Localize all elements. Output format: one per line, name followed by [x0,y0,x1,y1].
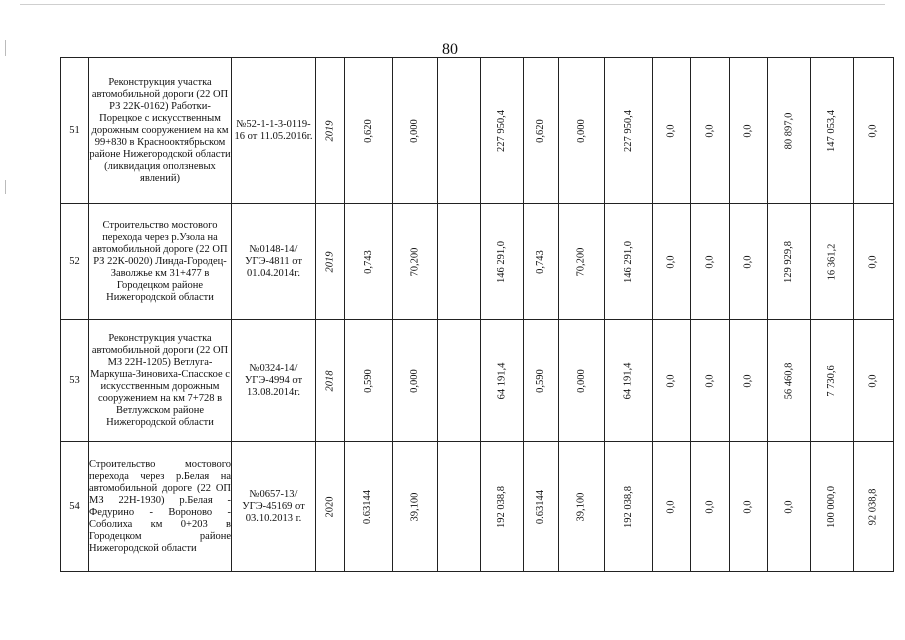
table-row [61,58,894,204]
amount-cell: 7 730,6 [826,364,838,397]
object-name: Реконструкция участка автомобильной дороги (22 ОП МЗ 22Н-1205) Ветлуга-Маркуша-Зиновиха-Спасское с искусственным дорожным сооружением на км 7+728 в Ветлужском районе Нижегородской области [89,320,232,442]
commission-year: 2019 [324,120,335,141]
amount-cell: 92 038,8 [867,488,879,525]
amount-cell: 0,0 [742,373,754,388]
length-km-2: 0,743 [535,249,547,274]
amount-cell: 0,0 [742,499,754,514]
amount-cell: 56 460,8 [783,362,795,399]
amount-cell: 0,0 [704,499,716,514]
length-km-2: 0,620 [535,118,547,143]
total-cost: 227 950,4 [496,109,507,152]
total-cost: 64 191,4 [496,362,507,399]
row-number: 53 [61,320,89,442]
amount-cell: 129 929,8 [783,240,795,283]
table-row [61,320,894,442]
expertise-contract: №0148-14/УГЭ-4811 от 01.04.2014г. [232,204,316,320]
bridge-length-m: 0,000 [409,368,420,393]
bridge-length-m-2: 0,000 [575,368,587,393]
row-number: 52 [61,204,89,320]
bridge-length-m-2: 0,000 [575,118,587,143]
amount-cell: 0,0 [665,254,677,269]
commission-year: 2019 [324,251,335,272]
projects-table [60,57,894,572]
bridge-length-m: 39,100 [409,492,420,521]
amount-cell: 0,0 [665,123,677,138]
amount-cell: 0,0 [665,373,677,388]
amount-cell: 0,0 [867,373,879,388]
table-row [61,442,894,572]
amount-cell: 16 361,2 [826,243,838,280]
length-km-2: 0,590 [535,368,547,393]
length-km: 0.63144 [362,489,374,524]
total-cost: 146 291,0 [496,240,507,283]
amount-cell: 0,0 [867,254,879,269]
amount-cell: 100 000,0 [826,485,838,528]
amount-cell: 147 053,4 [826,109,838,152]
commission-year: 2018 [324,370,335,391]
object-name: Реконструкция участка автомобильной дороги (22 ОП РЗ 22К-0162) Работки-Порецкое с искусственным дорожным сооружением на км 99+830 в Краснооктябрьском районе Нижегородской области (ликвидация оползневых явлений) [89,58,232,204]
amount-cell: 0,0 [783,499,795,514]
amount-cell: 0,0 [704,123,716,138]
amount-cell: 0,0 [867,123,879,138]
amount-cell: 80 897,0 [783,112,795,149]
bridge-length-m-2: 70,200 [575,247,587,276]
total-cost-2: 192 038,8 [622,485,634,528]
expertise-contract: №0657-13/УГЭ-45169 от 03.10.2013 г. [232,442,316,572]
amount-cell: 0,0 [704,373,716,388]
amount-cell: 0,0 [665,499,677,514]
margin-mark [5,180,6,194]
page-number: 80 [442,41,458,58]
total-cost-2: 64 191,4 [622,362,634,399]
object-name: Строительство мостового перехода через р.Белая на автомобильной дороге (22 ОП МЗ 22Н-1930) р.Белая - Федурино - Вороново - Соболиха км 0+203 в Городецком районе Нижегородской области [89,442,232,572]
length-km-2: 0.63144 [535,489,547,524]
row-number: 54 [61,442,89,572]
bridge-length-m-2: 39,100 [575,492,587,521]
amount-cell: 0,0 [742,123,754,138]
length-km: 0,590 [362,368,374,393]
commission-year: 2020 [324,496,335,517]
total-cost-2: 146 291,0 [622,240,634,283]
expertise-contract: №52-1-1-3-0119-16 от 11.05.2016г. [232,58,316,204]
page-top-border [20,4,885,5]
amount-cell: 0,0 [704,254,716,269]
row-number: 51 [61,58,89,204]
length-km: 0,743 [362,249,374,274]
expertise-contract: №0324-14/УГЭ-4994 от 13.08.2014г. [232,320,316,442]
total-cost: 192 038,8 [496,485,507,528]
bridge-length-m: 70,200 [409,247,420,276]
object-name: Строительство мостового перехода через р.Узола на автомобильной дороге (22 ОП РЗ 22К-0020) Линда-Городец-Заволжье км 31+477 в Городецком районе Нижегородской области [89,204,232,320]
table-row [61,204,894,320]
total-cost-2: 227 950,4 [622,109,634,152]
bridge-length-m: 0,000 [409,118,420,143]
amount-cell: 0,0 [742,254,754,269]
length-km: 0,620 [362,118,374,143]
margin-mark [5,40,6,56]
